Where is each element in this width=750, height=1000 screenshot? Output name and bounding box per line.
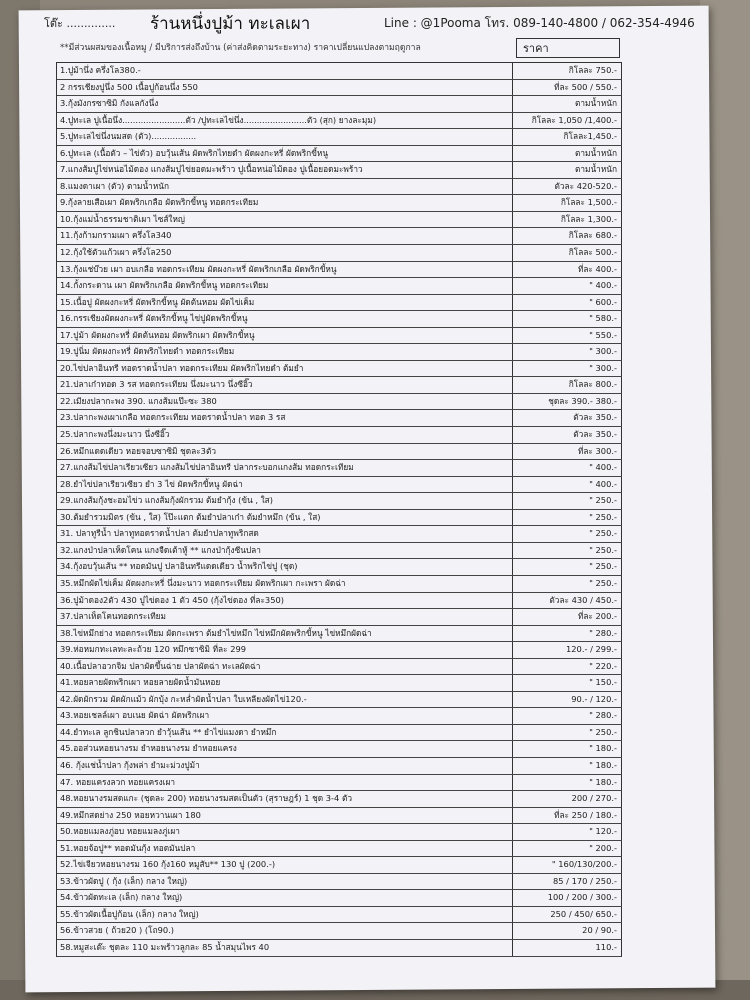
menu-item-desc: 49.หมึกสดย่าง 250 หอยหวานเผา 180 (60, 809, 201, 820)
menu-row (57, 262, 622, 279)
menu-row (57, 890, 622, 907)
menu-item-price: กิโลละ 1,500.- (512, 195, 622, 211)
menu-row (57, 675, 622, 692)
menu-item-desc: 13.กุ้งแช่บ๊วย เผา อบเกลือ ทอดกระเทียม ผัดผงกะหรี่ ผัดพริกเกลือ ผัดพริกขี้หนู (60, 263, 337, 274)
menu-row (57, 659, 622, 676)
menu-item-price: " 250.- (512, 510, 622, 526)
menu-item-price: " 150.- (512, 675, 622, 691)
menu-item-desc: 36.ปูม้าดอง2ตัว 430 ปูไข่ดอง 1 ตัว 450 (กุ้งไข่ดอง ที่ละ350) (60, 594, 284, 605)
menu-item-desc: 4.ปูทะเล ปูเนื้อนึ่ง........................ตัว /ปูทะเลไข่นึ่ง........................ตัว (สุก) ยางละมุม) (60, 114, 377, 125)
menu-item-desc: 22.เมียงปลากะพง 390. แกงส้มแป๊ะซะ 380 (60, 395, 217, 406)
menu-row (57, 857, 622, 874)
menu-row (57, 295, 622, 312)
menu-row (57, 278, 622, 295)
menu-item-desc: 30.ต้มยำรวมมิตร (ข้น , ใส) โป๊ะแตก ต้มยำปลาเก๋า ต้มยำหมึก (ข้น , ใส) (60, 511, 321, 522)
menu-item-desc: 6.ปูทะเล (เนื้อตัว – ไข่ตัว) อบวุ้นเส้น ผัดพริกไทยดำ ผัดผงกะหรี่ ผัดพริกขี้หนู (60, 147, 329, 158)
menu-row (57, 874, 622, 891)
menu-item-desc: 40.เนื้อปลาอวกจิม ปลาผัดขึ้นฉ่าย ปลาผัดฉ่า ทะเลผัดฉ่า (60, 660, 261, 671)
menu-item-desc: 29.แกงส้มกุ้งชะอมไข่ว แกงส้มกุ้งผักรวม ต้มยำกุ้ง (ข้น , ใส) (60, 495, 273, 506)
menu-item-price: กิโลละ 800.- (512, 377, 622, 393)
menu-row (57, 245, 622, 262)
menu-item-desc: 15.เนื้อปู ผัดผงกะหรี่ ผัดพริกขี้หนู ผัดต้นหอม ผัดไข่เค็ม (60, 296, 255, 307)
menu-item-desc: 58.หมูสะเต๊ะ ชุดละ 110 มะพร้าวลูกละ 85 น้ำสมุนไพร 40 (60, 941, 270, 952)
menu-item-desc: 12.กุ้งใช้ตัวแก้วเผา ครึ่งโล250 (60, 247, 172, 258)
menu-item-price: " 280.- (512, 626, 622, 642)
menu-item-desc: 25.ปลากะพงนึ่งมะนาว นึ่งซีอิ๊ว (60, 429, 170, 440)
menu-item-desc: 8.แมงดาเผา (ตัว) ตามน้ำหนัก (60, 180, 169, 191)
menu-row (57, 179, 622, 196)
menu-item-desc: 9.กุ้งลายเสือเผา ผัดพริกเกลือ ผัดพริกขี้หนู ทอดกระเทียม (60, 197, 259, 208)
menu-item-price: ตัวละ 420-520.- (512, 179, 622, 195)
menu-item-price: " 400.- (512, 278, 622, 294)
menu-item-price: กิโลละ 750.- (512, 63, 622, 79)
menu-row (57, 63, 622, 80)
menu-item-desc: 11.กุ้งก้ามกรามเผา ครึ่งโล340 (60, 230, 172, 241)
menu-item-price: ตัวละ 350.- (512, 427, 622, 443)
menu-item-desc: 31. ปลาทูรีน้ำ ปลาทูทอดราดน้ำปลา ต้มยำปลาทูพริกสด (60, 528, 259, 539)
menu-item-price: " 280.- (512, 708, 622, 724)
menu-item-price: ที่ละ 300.- (512, 444, 622, 460)
menu-item-desc: 42.ผัดผักรวม ผัดผักแม้ว ผักบุ้ง กะหล่ำผัดน้ำปลา ใบเหลียงผัดไข่120.- (60, 693, 307, 704)
menu-item-desc: 47. หอยแครงลวก หอยแครงเผา (60, 776, 176, 787)
menu-row (57, 576, 622, 593)
menu-row (57, 791, 622, 808)
menu-row (57, 626, 622, 643)
menu-item-desc: 7.แกงส้มปูไข่หน่อไม้ดอง แกงส้มปูไข่ยอดมะพร้าว ปูเนื้อหน่อไม้ดอง ปูเนื้อยอดมะพร้าว (60, 164, 363, 175)
menu-row (57, 410, 622, 427)
menu-row (57, 510, 622, 527)
menu-row (57, 593, 622, 610)
menu-item-price: ตามน้ำหนัก (512, 96, 622, 112)
menu-item-desc: 5.ปูทะเลไข่นึ่งนมสด (ตัว)................. (60, 131, 197, 142)
menu-item-price: 100 / 200 / 300.- (512, 890, 622, 906)
menu-item-desc: 56.ข้าวสวย ( ถ้วย20 ) (โถ90.) (60, 925, 175, 936)
menu-row (57, 195, 622, 212)
menu-item-desc: 10.กุ้งแม่น้ำธรรมชาติเผา ไซส์ใหญ่ (60, 213, 185, 224)
menu-item-price: " 250.- (512, 493, 622, 509)
menu-item-price: " 250.- (512, 559, 622, 575)
menu-item-desc: 1.ปูม้านึ่ง ครึ่งโล380.- (60, 65, 141, 75)
menu-row (57, 113, 622, 130)
menu-item-price: " 200.- (512, 841, 622, 857)
menu-row (57, 477, 622, 494)
menu-item-desc: 28.ยำไข่ปลาเรียวเซียว ยำ 3 ไข่ ผัดพริกขี้หนู ผัดฉ่า (60, 478, 243, 489)
menu-item-price: " 250.- (512, 576, 622, 592)
menu-row (57, 212, 622, 229)
price-column-header: ราคา (516, 38, 620, 58)
menu-row (57, 824, 622, 841)
menu-row (57, 923, 622, 940)
menu-row (57, 526, 622, 543)
menu-item-price: ชุดละ 390.- 380.- (512, 394, 622, 410)
menu-row (57, 775, 622, 792)
menu-item-price: ตัวละ 430 / 450.- (512, 593, 622, 609)
menu-item-price: กิโลละ1,450.- (512, 129, 622, 145)
menu-item-price: " 550.- (512, 328, 622, 344)
menu-row (57, 543, 622, 560)
menu-item-price: 120.- / 299.- (512, 642, 622, 658)
menu-item-desc: 17.ปูม้า ผัดผงกะหรี่ ผัดต้นหอม ผัดพริกเผา ผัดพริกขี้หนู (60, 329, 255, 340)
menu-row (57, 344, 622, 361)
menu-item-price: 85 / 170 / 250.- (512, 874, 622, 890)
menu-item-price: 20 / 90.- (512, 923, 622, 939)
menu-item-price: กิโลละ 500.- (512, 245, 622, 261)
menu-item-price: " 180.- (512, 758, 622, 774)
menu-row (57, 559, 622, 576)
menu-item-desc: 44.ยำทะเล ลูกชินปลาลวก ยำวุ้นเส้น ** ยำไข่แมงดา ยำหมึก (60, 726, 277, 737)
menu-item-price: " 300.- (512, 361, 622, 377)
menu-row (57, 162, 622, 179)
menu-item-price: ที่ละ 200.- (512, 609, 622, 625)
menu-item-price: " 600.- (512, 295, 622, 311)
menu-item-price: ที่ละ 250 / 180.- (512, 808, 622, 824)
menu-row (57, 228, 622, 245)
menu-item-desc: 45.ออส่วนหอยนางรม ยำหอยนางรม ยำหอยแครง (60, 743, 237, 754)
menu-item-price: กิโลละ 1,050 /1,400.- (512, 113, 622, 129)
menu-row (57, 328, 622, 345)
menu-item-price: ตามน้ำหนัก (512, 146, 622, 162)
menu-item-desc: 35.หมึกผัดไข่เค็ม ผัดผงกะหรี่ นึ่งมะนาว ทอดกระเทียม ผัดพริกเผา กะเพรา ผัดฉ่า (60, 577, 346, 588)
menu-item-desc: 32.แกงป่าปลาเห็ดโคน แกงจืดเต้าหู้ ** แกงป่ากุ้งซีนปลา (60, 544, 261, 555)
menu-row (57, 460, 622, 477)
menu-item-price: " 220.- (512, 659, 622, 675)
menu-item-desc: 2 กรรเชียงปูนึ่ง 500 เนื้อปูก้อนนึ่ง 550 (60, 81, 198, 92)
menu-item-desc: 55.ข้าวผัดเนื้อปูก้อน (เล็ก) กลาง ใหญ่) (60, 908, 199, 919)
menu-item-desc: 50.หอยแมลงภู่อบ หอยแมลงภู่เผา (60, 826, 180, 837)
menu-item-desc: 46. กุ้งแช่น้ำปลา กุ้งพล่า ยำมะม่วงปูม้า (60, 759, 200, 770)
menu-table (56, 62, 622, 957)
menu-row (57, 907, 622, 924)
menu-row (57, 427, 622, 444)
menu-row (57, 725, 622, 742)
menu-item-desc: 37.ปลาเห็ดโคนทอดกระเทียม (60, 611, 166, 622)
menu-item-desc: 43.หอยเชลล์เผา อบเนย ผัดฉ่า ผัดพริกเผา (60, 710, 210, 721)
menu-item-desc: 3.กุ้งมังกรซาซิมิ กังแลกังนึ่ง (60, 98, 159, 109)
menu-row (57, 129, 622, 146)
menu-row (57, 311, 622, 328)
menu-item-price: 200 / 270.- (512, 791, 622, 807)
menu-item-price: ที่ละ 400.- (512, 262, 622, 278)
menu-item-desc: 52.ไข่เจียวหอยนางรม 160 กุ้ง160 หมูสับ** 130 ปู (200.-) (60, 859, 276, 870)
menu-row (57, 493, 622, 510)
menu-item-price: กิโลละ 1,300.- (512, 212, 622, 228)
menu-item-price: " 250.- (512, 526, 622, 542)
menu-item-desc: 51.หอยจ้อปู** ทอดมันกุ้ง ทอดมันปลา (60, 842, 196, 853)
menu-row (57, 361, 622, 378)
menu-item-desc: 53.ข้าวผัดปู ( กุ้ง (เล็ก) กลาง ใหญ่) (60, 875, 188, 886)
menu-item-price: " 160/130/200.- (512, 857, 622, 873)
menu-row (57, 394, 622, 411)
menu-row (57, 758, 622, 775)
menu-item-price: " 250.- (512, 725, 622, 741)
menu-item-desc: 26.หมึกแดดเดียว หอยจอบซาซิมิ ชุดละ3ตัว (60, 445, 216, 456)
menu-item-price: 110.- (512, 940, 622, 956)
menu-item-price: 90.- / 120.- (512, 692, 622, 708)
contact-info: Line : @1Pooma โทร. 089-140-4800 / 062-354-4946 (384, 16, 695, 30)
menu-row (57, 80, 622, 97)
menu-row (57, 377, 622, 394)
menu-item-desc: 23.ปลากะพงเผาเกลือ ทอดกระเทียม ทอดราดน้ำปลา ทอด 3 รส (60, 412, 286, 423)
menu-row (57, 96, 622, 113)
menu-row (57, 609, 622, 626)
menu-row (57, 146, 622, 163)
menu-row (57, 708, 622, 725)
menu-row (57, 642, 622, 659)
menu-item-price: " 180.- (512, 775, 622, 791)
menu-item-price: " 120.- (512, 824, 622, 840)
menu-item-price: ตามน้ำหนัก (512, 162, 622, 178)
menu-row (57, 940, 622, 957)
menu-notice: **มีส่วนผสมของเนื้อหมู / มีบริการส่งถึงบ้าน (ค่าส่งคิดตามระยะทาง) ราคาเปลี่ยนแปลงตามฤดูกาล (60, 43, 421, 53)
menu-item-desc: 38.ไข่หมึกย่าง ทอดกระเทียม ผัดกะเพรา ต้มยำไข่หมึก ไข่หมึกผัดพริกขี้หนู ไข่หมึกผัดฉ่า (60, 627, 372, 638)
menu-item-price: " 400.- (512, 460, 622, 476)
menu-item-desc: 34.กุ้งอบวุ้นเส้น ** ทอดมันปู ปลาอินทรีแดดเดียว น้ำพริกไข่ปู (ชุด) (60, 561, 298, 572)
menu-item-price: ที่ละ 500 / 550.- (512, 80, 622, 96)
menu-item-price: ตัวละ 350.- (512, 410, 622, 426)
menu-item-desc: 48.หอยนางรมสดแกะ (ชุดละ 200) หอยนางรมสดเป็นตัว (สุราษฎร์) 1 ชุด 3-4 ตัว (60, 793, 353, 804)
menu-row (57, 692, 622, 709)
menu-item-price: " 580.- (512, 311, 622, 327)
menu-row (57, 741, 622, 758)
menu-row (57, 841, 622, 858)
menu-item-desc: 19.ปูนิ่ม ผัดผงกะหรี่ ผัดพริกไทยดำ ทอดกระเทียม (60, 346, 235, 357)
table-number-label: โต๊ะ .............. (44, 17, 116, 30)
menu-item-desc: 41.หอยลายผัดพริกเผา หอยลายผัดน้ำมันหอย (60, 677, 221, 688)
menu-item-desc: 54.ข้าวผัดทะเล (เล็ก) กลาง ใหญ่) (60, 892, 183, 903)
menu-row (57, 808, 622, 825)
menu-item-desc: 39.ห่อหมกทะเลทะละถ้วย 120 หมึกซาซิมิ ที่ละ 299 (60, 644, 247, 655)
menu-item-price: 250 / 450/ 650.- (512, 907, 622, 923)
menu-item-price: กิโลละ 680.- (512, 228, 622, 244)
menu-item-desc: 16.กรรเชียงผัดผงกะหรี่ ผัดพริกขี้หนู ไข่ปูผัดพริกขี้หนู (60, 313, 248, 324)
menu-item-desc: 14.กั้งกระดาน เผา ผัดพริกเกลือ ผัดพริกขี้หนู ทอดกระเทียม (60, 280, 269, 291)
menu-item-desc: 20.ไข่ปลาอินทรี ทอดราดน้ำปลา ทอดกระเทียม ผัดพริกไทยดำ ต้มยำ (60, 362, 304, 373)
menu-item-desc: 21.ปลาเก๋าทอด 3 รส ทอดกระเทียม นึ่งมะนาว นึ่งซีอิ๊ว (60, 379, 253, 390)
menu-item-price: " 180.- (512, 741, 622, 757)
menu-item-desc: 27.แกงส้มไข่ปลาเรียวเซียว แกงส้มไข่ปลาอินทรี ปลากระบอกแกงส้ม ทอดกระเทียม (60, 462, 354, 473)
menu-item-price: " 400.- (512, 477, 622, 493)
menu-item-price: " 300.- (512, 344, 622, 360)
menu-row (57, 444, 622, 461)
shop-name: ร้านหนึ่งปูม้า ทะเลเผา (150, 14, 311, 34)
menu-item-price: " 250.- (512, 543, 622, 559)
